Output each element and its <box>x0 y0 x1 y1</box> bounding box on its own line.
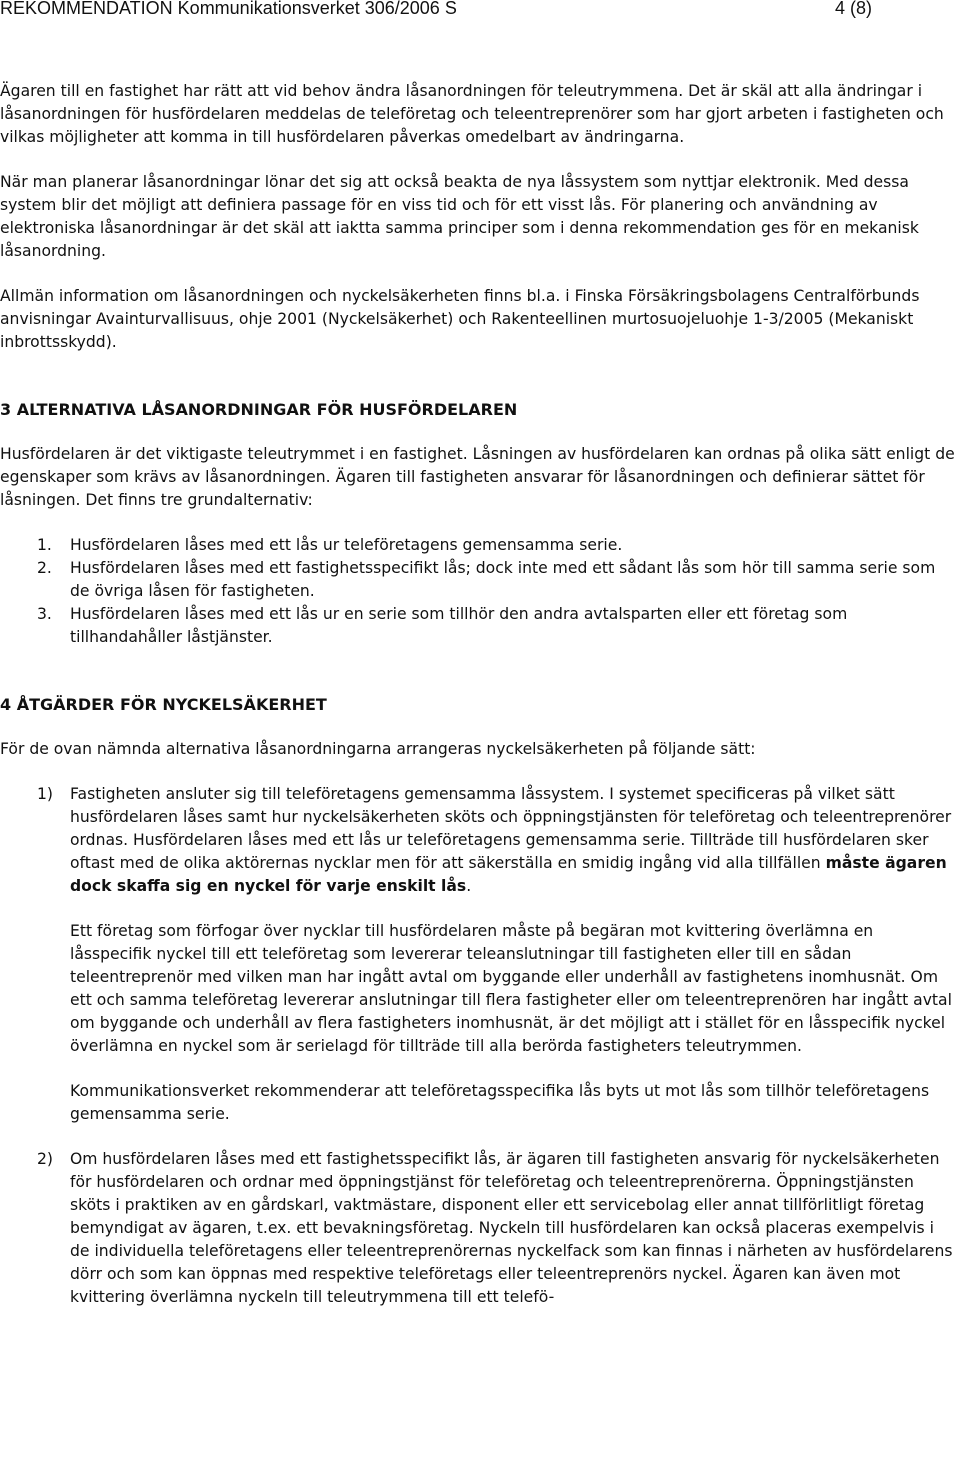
item-1-paragraph-3: Kommunikationsverket rekommenderar att teleföretagsspecifika lås byts ut mot lås som tillhör teleföretagens gemensamma serie. <box>70 1082 930 1123</box>
intro-paragraph-1: Ägaren till en fastighet har rätt att vid behov ändra låsanordningen för teleutrymmena. Det är skäl att alla ändringar i låsanordningen för husfördelaren meddelas de teleföretag och teleentreprenörer som har gjort arbeten i fastigheten och vilkas möjligheter att komma in till husfördelaren påverkas omedelbart av ändringarna. <box>0 82 944 146</box>
list-item-text: Om husfördelaren låses med ett fastighetsspecifikt lås, är ägaren till fastigheten ansvarig för nyckelsäkerheten för husfördelaren och ordnar med öppningstjänst för teleföretag och teleentreprenörerna. Öppningstjänsten sköts i praktiken av en gårdskarl, vaktmästare, disponent eller ett servicebolag eller annat tillförlitligt företag bemyndigat av ägaren, t.ex. ett bevakningsföretag. Nyckeln till husfördelaren kan också placeras exempelvis i de individuella teleföretagens eller teleentreprenörernas nyckelfack som kan finnas i närheten av husfördelarens dörr och som kan öppnas med respektive teleföretags eller teleentreprenörs nyckel. Ägaren kan även mot kvittering överlämna nyckeln till teleutrymmena till ett telefö- <box>70 1150 953 1306</box>
intro-paragraph-2: När man planerar låsanordningar lönar det sig att också beakta de nya låssystem som nyttjar elektronik. Med dessa system blir det möjligt att definiera passage för en viss tid och för ett visst lås. För planering och användning av elektroniska låsanordningar är det skäl att iaktta samma principer som i denna rekommendation ges för en mekanisk låsanordning. <box>0 173 919 260</box>
section-4-heading: 4 ÅTGÄRDER FÖR NYCKELSÄKERHET <box>0 695 327 714</box>
list-item-text: Husfördelaren låses med ett fastighetsspecifikt lås; dock inte med ett sådant lås som hör till samma serie som de övriga låsen för fastigheten. <box>70 559 936 600</box>
list-item-number: 1) <box>37 785 54 803</box>
item-1-bold-text: måste ägaren dock skaffa sig en nyckel för varje enskilt lås <box>70 854 947 895</box>
list-item-number: 2. <box>37 559 52 577</box>
list-item <box>0 603 956 649</box>
list-item-text: Husfördelaren låses med ett lås ur en serie som tillhör den andra avtalsparten eller ett företag som tillhandahåller låstjänster. <box>70 605 848 646</box>
page-number: 4 (8) <box>835 0 873 18</box>
item-1-text-end: . <box>466 877 472 895</box>
list-item <box>0 783 956 898</box>
item-1-paragraph-2: Ett företag som förfogar över nycklar till husfördelaren måste på begäran mot kvittering överlämna en låsspecifik nyckel till ett teleföretag som levererar teleanslutningar till fastigheten eller till en sådan teleentreprenör med vilken man har ingått avtal om byggande eller underhåll av fastighetens inomhusnät. Om ett och samma teleföretag levererar anslutningar till flera fastigheter eller om teleentreprenören har ingått avtal om byggande och underhåll av flera fastigheters inomhusnät, är det möjligt att i stället för en låsspecifik nyckel överlämna en nyckel som är serielagd för tillträde till alla berörda fastigheters teleutrymmen. <box>70 922 952 1055</box>
item-1-text: Fastigheten ansluter sig till teleföretagens gemensamma låssystem. I systemet specificeras på vilket sätt husfördelaren låses samt hur nyckelsäkerheten sköts och öppningstjänsten för teleföretag och teleentreprenörer ordnas. Husfördelaren låses med ett lås ur teleföretagens gemensamma serie. Tillträde till husfördelaren sker oftast med de olika aktörernas nycklar men för att säkerställa en smidig ingång vid alla tillfällen <box>70 785 952 872</box>
section-4-intro: För de ovan nämnda alternativa låsanordningarna arrangeras nyckelsäkerheten på följande sätt: <box>0 740 756 758</box>
section-3-paragraph: Husfördelaren är det viktigaste teleutrymmet i en fastighet. Låsningen av husfördelaren kan ordnas på olika sätt enligt de egenskaper som krävs av låsanordningen. Ägaren till fastigheten ansvarar för låsanordningen och definierar sättet för låsningen. Det finns tre grundalternativ: <box>0 445 955 509</box>
list-item-text <box>70 783 956 898</box>
section-3-heading: 3 ALTERNATIVA LÅSANORDNINGAR FÖR HUSFÖRDELAREN <box>0 400 518 419</box>
list-item-number: 2) <box>37 1150 54 1168</box>
list-item-number: 1. <box>37 536 52 554</box>
intro-paragraph-3: Allmän information om låsanordningen och nyckelsäkerheten finns bl.a. i Finska Försäkringsbolagens Centralförbunds anvisningar Avainturvallisuus, ohje 2001 (Nyckelsäkerhet) och Rakenteellinen murtosuojeluohje 1-3/2005 (Mekaniskt inbrottsskydd). <box>0 287 920 351</box>
document-body <box>0 80 956 1309</box>
header-title: REKOMMENDATION Kommunikationsverket 306/2006 S <box>0 0 457 18</box>
list-item-text: Husfördelaren låses med ett lås ur teleföretagens gemensamma serie. <box>70 536 623 554</box>
page-header <box>0 0 960 22</box>
list-item <box>0 1148 956 1309</box>
list-item <box>0 557 956 603</box>
list-item <box>0 534 956 557</box>
list-item-number: 3. <box>37 605 52 623</box>
